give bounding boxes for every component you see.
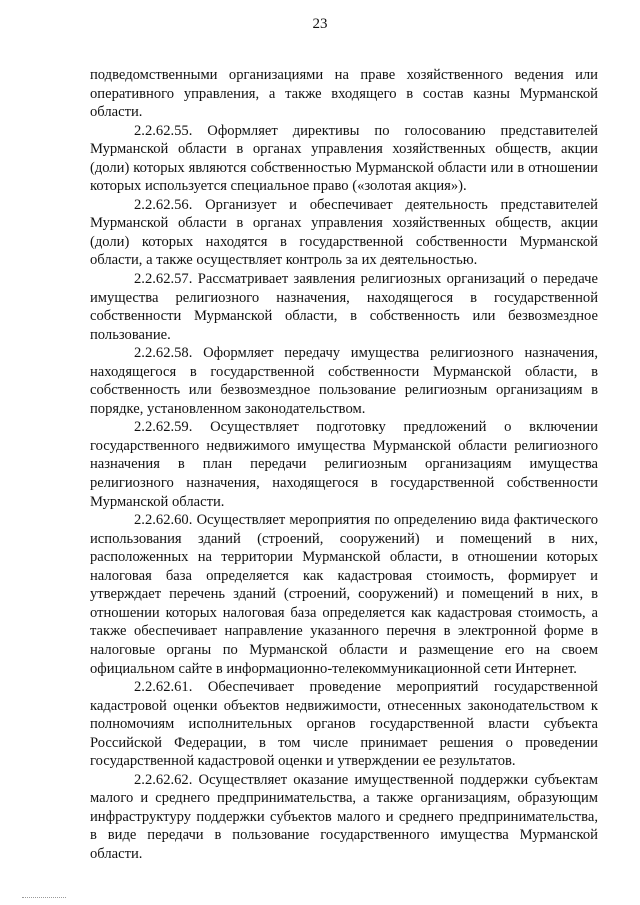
paragraph-2-2-62-59: 2.2.62.59. Осуществляет подготовку предложений о включении государственного недвижимого имущества Мурманской области религиозного назначения в план передачи религиозным организациям имущества религиозного назначения, находящегося в государственной собственности Мурманской области. [90,419,598,510]
paragraph-2-2-62-58: 2.2.62.58. Оформляет передачу имущества религиозного назначения, находящегося в государственной собственности Мурманской области, в собственность или безвозмездное пользование религиозным организациям в порядке, установленном законодательством. [90,345,598,417]
scan-artifact-mark [22,897,66,899]
paragraph-2-2-62-56: 2.2.62.56. Организует и обеспечивает деятельность представителей Мурманской области в органах управления хозяйственных обществ, акции (доли) которых находятся в государственной собственности Мурманской области, а также осуществляет контроль за их деятельностью. [90,196,598,269]
paragraph-continuation: подведомственными организациями на праве хозяйственного ведения или оперативного управления, а также входящего в состав казны Мурманской области. [90,67,598,121]
paragraph-2-2-62-61: 2.2.62.61. Обеспечивает проведение мероприятий государственной кадастровой оценки объектов недвижимости, отнесенных законодательством к полномочиям исполнительных органов государственной власти субъекта Российской Федерации, в том числе принимает решения о проведении государственной кадастровой оценки и утверждении ее результатов. [90,679,598,770]
paragraph-2-2-62-57: 2.2.62.57. Рассматривает заявления религиозных организаций о передаче имущества религиозного назначения, находящегося в государственной собственности Мурманской области, в собственность или безвозмездное пользование. [90,271,598,343]
page-number: 23 [312,16,328,32]
paragraph-2-2-62-62: 2.2.62.62. Осуществляет оказание имущественной поддержки субъектам малого и среднего предпринимательства, а также организациям, образующим инфраструктуру поддержки субъектов малого и среднего предпринимательства, в виде передачи в пользование государственного имущества Мурманской области. [90,771,598,862]
paragraph-2-2-62-60: 2.2.62.60. Осуществляет мероприятия по определению вида фактического использования зданий (строений, сооружений) и помещений в них, расположенных на территории Мурманской области, в отношении которых налоговая база определяется как кадастровая стоимость, формирует и утверждает перечень зданий (строений, сооружений) и помещений в них, в отношении которых налоговая база определяется как кадастровая стоимость, а также обеспечивает направление указанного перечня в электронной форме в налоговые органы по Мурманской области и размещение его на своем официальном сайте в информационно-телекоммуникационной сети Интернет. [90,512,598,677]
document-body [90,66,598,864]
paragraph-2-2-62-55: 2.2.62.55. Оформляет директивы по голосованию представителей Мурманской области в органах управления хозяйственных обществ, акции (доли) которых являются собственностью Мурманской области или в отношении которых используется специальное право («золотая акция»). [90,122,598,195]
